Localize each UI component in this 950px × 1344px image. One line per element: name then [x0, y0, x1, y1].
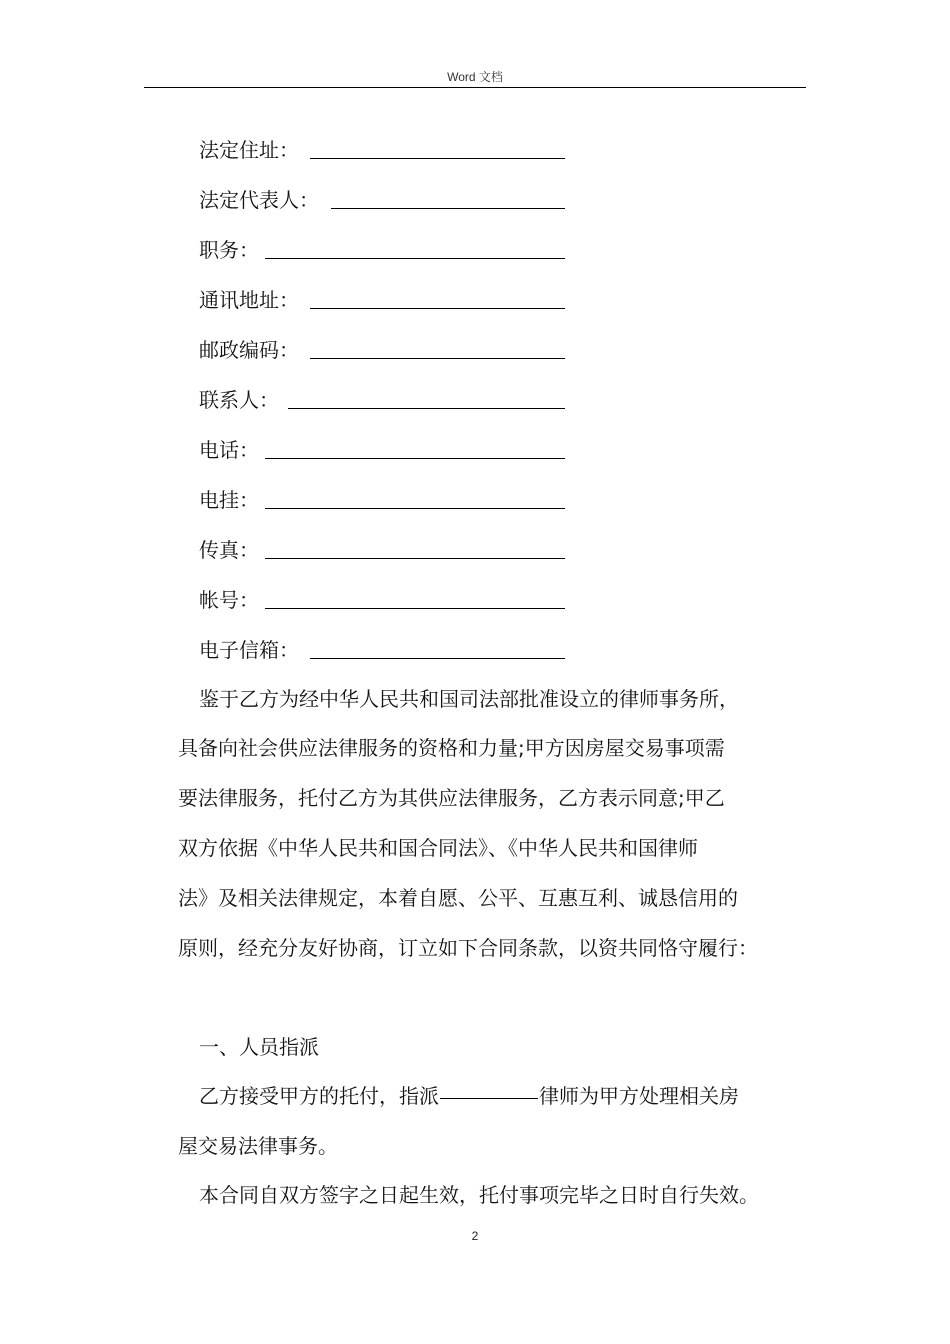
blank-line — [310, 658, 565, 659]
form-field-legal-representative — [199, 186, 565, 214]
page-number: 2 — [471, 1229, 479, 1243]
field-label: 职务： — [199, 238, 259, 262]
assignment-text-after: 律师为甲方处理相关房 — [539, 1084, 739, 1108]
blank-line — [310, 358, 565, 359]
lawyer-name-blank — [440, 1098, 538, 1099]
form-field-fax — [199, 536, 565, 564]
form-field-cable — [199, 486, 565, 514]
form-field-legal-address — [199, 136, 565, 164]
preamble-line: 鉴于乙方为经中华人民共和国司法部批准设立的律师事务所， — [199, 687, 739, 711]
field-label: 电子信箱： — [199, 638, 299, 662]
field-label: 邮政编码： — [199, 338, 299, 362]
blank-line — [288, 408, 565, 409]
field-label: 通讯地址： — [199, 288, 299, 312]
field-label: 法定代表人： — [199, 188, 319, 212]
preamble-line: 要法律服务，托付乙方为其供应法律服务，乙方表示同意;甲乙 — [178, 786, 725, 810]
blank-line — [265, 258, 565, 259]
form-field-account-number — [199, 586, 565, 614]
effective-clause: 本合同自双方签字之日起生效，托付事项完毕之日时自行失效。 — [199, 1183, 759, 1207]
blank-line — [310, 158, 565, 159]
form-field-contact-person — [199, 386, 565, 414]
preamble-line: 法》及相关法律规定，本着自愿、公平、互惠互利、诚恳信用的 — [178, 886, 738, 910]
form-field-mailing-address — [199, 286, 565, 314]
field-label: 电挂： — [199, 488, 259, 512]
blank-line — [310, 308, 565, 309]
field-label: 帐号： — [199, 588, 259, 612]
form-field-postal-code — [199, 336, 565, 364]
section-heading: 一、人员指派 — [199, 1035, 319, 1059]
blank-line — [265, 608, 565, 609]
field-label: 传真： — [199, 538, 259, 562]
form-field-email — [199, 636, 565, 664]
preamble-line: 原则，经充分友好协商，订立如下合同条款，以资共同恪守履行： — [178, 936, 758, 960]
assignment-line — [199, 1082, 739, 1110]
field-label: 法定住址： — [199, 138, 299, 162]
blank-line — [265, 508, 565, 509]
blank-line — [265, 558, 565, 559]
header-rule — [144, 87, 806, 88]
blank-line — [331, 208, 565, 209]
assignment-continuation: 屋交易法律事务。 — [178, 1134, 338, 1158]
blank-line — [265, 458, 565, 459]
field-label: 联系人： — [199, 388, 279, 412]
preamble-line: 双方依据《中华人民共和国合同法》、《中华人民共和国律师 — [178, 836, 698, 860]
preamble-line: 具备向社会供应法律服务的资格和力量;甲方因房屋交易事项需 — [178, 736, 725, 760]
page-header: Word 文档 — [447, 70, 503, 84]
form-field-position — [199, 236, 565, 264]
assignment-text-before: 乙方接受甲方的托付，指派 — [199, 1084, 439, 1108]
field-label: 电话： — [199, 438, 259, 462]
form-field-telephone — [199, 436, 565, 464]
